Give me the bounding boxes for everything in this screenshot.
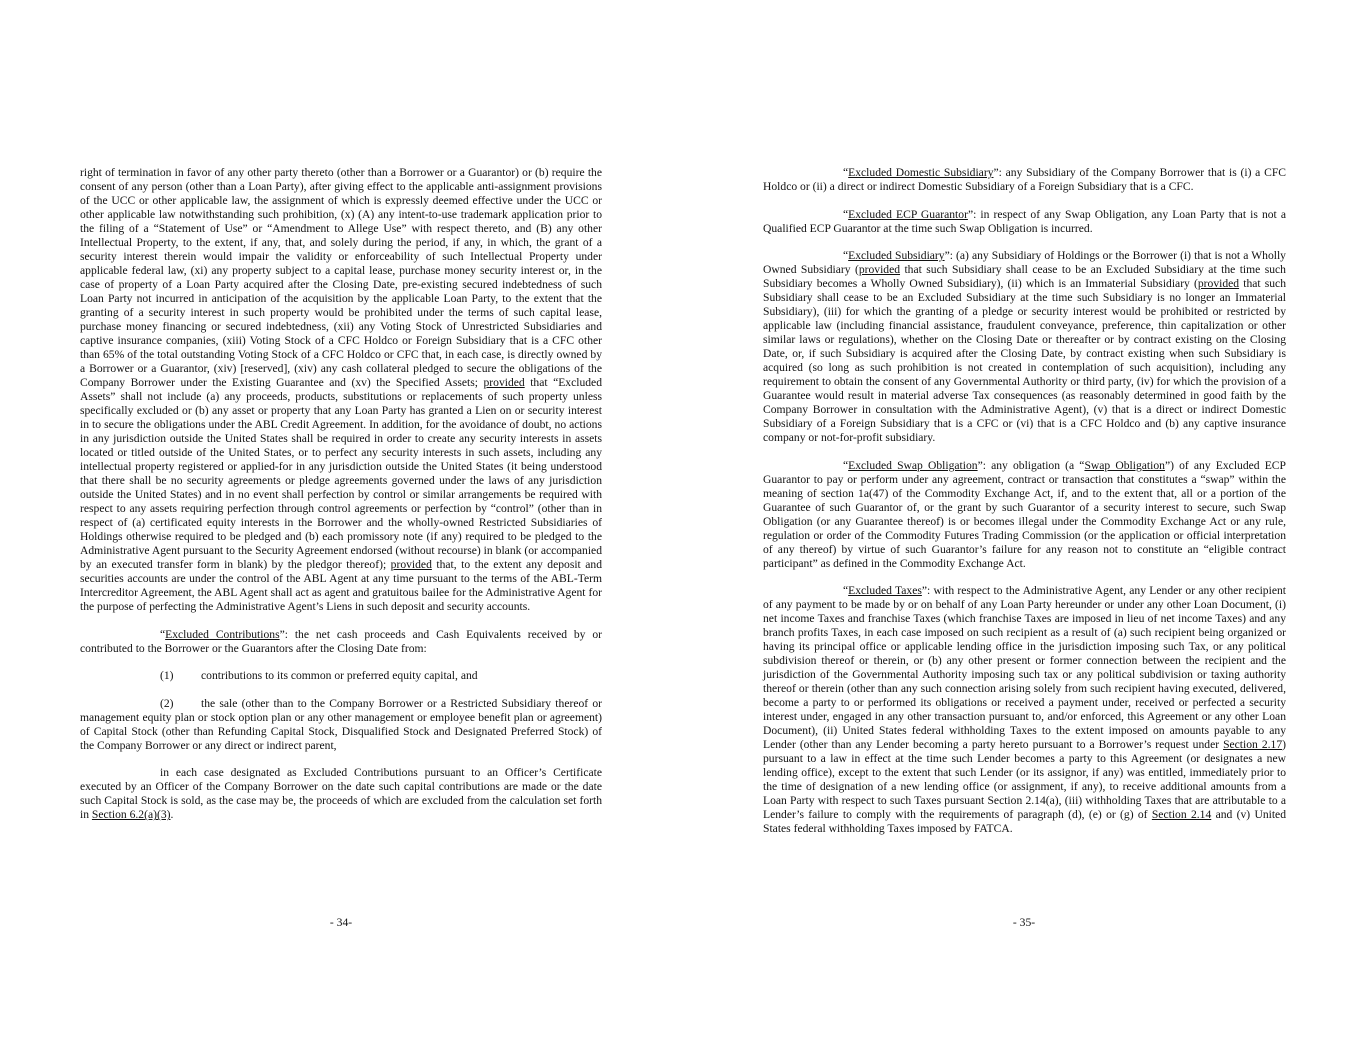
excluded-assets-continuation: right of termination in favor of any other party thereto (other than a Borrower or a Guarantor) or (b) require the consent of any person (other than a Loan Party), after giving effect to the applicable anti-assignment provisions of the UCC or other applicable law, the assignment of which is expressly deemed effective under the UCC or other applicable law notwithstanding such prohibition, (x) (A) any intent-to-use trademark application prior to the filing of a “Statement of Use” or “Amendment to Allege Use” with respect thereto, and (B) any other Intellectual Property, to the extent, if any, that, and solely during the period, if any, in which, the grant of a security interest therein would impair the validity or enforceability of such Intellectual Property under applicable federal law, (xi) any property subject to a capital lease, purchase money security interest or, in the case of property of a Loan Party acquired after the Closing Date, pre-existing secured indebtedness of such Loan Party not incurred in anticipation of the acquisition by the applicable Loan Party, to the extent that the granting of a security interest in such property would be prohibited under the terms of such capital lease, purchase money financing or secured indebtedness, (xii) any Voting Stock of Unrestricted Subsidiaries and captive insurance companies, (xiii) Voting Stock of a CFC Holdco or Foreign Subsidiary that is a CFC other than 65% of the total outstanding Voting Stock of a CFC Holdco or CFC that, in each case, is directly owned by a Borrower or a Guarantor, (xiv) [reserved], (xiv) any cash collateral pledged to secure the obligations of the Company Borrower under the Existing Guarantee and (xv) the Specified Assets; provided that “Excluded Assets” shall not include (a) any proceeds, products, substitutions or replacements of such property unless specifically excluded or (b) any asset or property that any Loan Party has granted a Lien on or security interest in to secure the obligations under the ABL Credit Agreement. In addition, for the avoidance of doubt, no actions in any jurisdiction outside the United States shall be required in order to create any security interests in assets located or titled outside of the United States, or to perfect any security interests in such assets, including any intellectual property registered or applied-for in any jurisdiction outside the United States (it being understood that there shall be no security agreements or pledge agreements governed under the laws of any jurisdiction outside the United States) and in no event shall perfection by control or similar arrangements be required with respect to any assets requiring perfection through control agreements or perfection by “control” (other than in respect of (a) certificated equity interests in the Borrower and the wholly-owned Restricted Subsidiaries of Holdings otherwise required to be pledged and (b) each promissory note (if any) required to be pledged to the Administrative Agent pursuant to the Security Agreement endorsed (without recourse) in blank (or accompanied by an executed transfer form in blank) by the pledgor thereof); provided that, to the extent any deposit and securities accounts are under the control of the ABL Agent at any time pursuant to the terms of the ABL-Term Intercreditor Agreement, the ABL Agent shall act as agent and gratuitous bailee for the Administrative Agent for the purpose of perfecting the Administrative Agent’s Liens in such deposit and security accounts. [80,166,602,613]
definition-excluded-taxes: “Excluded Taxes”: with respect to the Administrative Agent, any Lender or any other recipient of any payment to be made by or on behalf of any Loan Party hereunder or under any other Loan Document, (i) net income Taxes and franchise Taxes (which franchise Taxes are imposed in lieu of net income Taxes) and any branch profits Taxes, in each case imposed on such recipient as a result of (a) such recipient being organized or having its principal office or applicable lending office in the jurisdiction imposing such Tax, or any political subdivision thereof or therein, or (b) any other present or former connection between the recipient and the jurisdiction of the Governmental Authority imposing such tax or any political subdivision or taxing authority thereof or therein (other than any such connection arising solely from such recipient having executed, delivered, become a party to or performed its obligations or received a payment under, received or perfected a security interest under, engaged in any other transaction pursuant to, and/or enforced, this Agreement or any other Loan Document), (ii) United States federal withholding Taxes to the extent imposed on amounts payable to any Lender (other than any Lender becoming a party hereto pursuant to a Borrower’s request under Section 2.17) pursuant to a law in effect at the time such Lender becomes a party to this Agreement (or designates a new lending office), except to the extent that such Lender (or its assignor, if any) was entitled, immediately prior to the time of designation of a new lending office (or assignment, if any), to receive additional amounts from a Loan Party with respect to such Taxes pursuant Section 2.14(a), (iii) withholding Taxes that are attributable to a Lender’s failure to comply with the requirements of paragraph (d), (e) or (g) of Section 2.14 and (v) United States federal withholding Taxes imposed by FATCA. [763,584,1287,836]
definition-excluded-subsidiary: “Excluded Subsidiary”: (a) any Subsidiary of Holdings or the Borrower (i) that is not a Wholly Owned Subsidiary (provided that such Subsidiary shall cease to be an Excluded Subsidiary at the time such Subsidiary becomes a Wholly Owned Subsidiary), (ii) which is an Immaterial Subsidiary (provided that such Subsidiary shall cease to be an Excluded Subsidiary at the time such Subsidiary is no longer an Immaterial Subsidiary), (iii) for which the granting of a pledge or security interest would be prohibited or restricted by applicable law (including financial assistance, fraudulent conveyance, preference, thin capitalization or other similar laws or regulations), whether on the Closing Date or thereafter or by contract existing on the Closing Date, or, if such Subsidiary is acquired after the Closing Date, by contract existing when such Subsidiary is acquired (so long as such prohibition is not created in contemplation of such acquisition), including any requirement to obtain the consent of any Governmental Authority or third party, (iv) for which the provision of a Guarantee would result in material adverse Tax consequences (as reasonably determined in good faith by the Company Borrower in consultation with the Administrative Agent), (v) that is a direct or indirect Domestic Subsidiary of a Foreign Subsidiary that is a CFC or (vi) that is a CFC Holdco and (b) any captive insurance company or not-for-profit subsidiary. [763,249,1286,445]
page-35 [683,0,1365,1055]
list-item-number: (1) [160,669,174,683]
provided-term: provided [858,263,901,277]
section-reference: Section 2.14 [1151,808,1212,822]
page-number: - 35- [1012,916,1036,929]
defined-term: Excluded Domestic Subsidiary [848,166,994,179]
page-35-body [763,166,1286,850]
defined-term: Excluded Subsidiary [848,249,945,263]
defined-term: Excluded Taxes [848,584,922,598]
section-reference: Section 6.2(a)(3) [91,808,171,822]
definition-excluded-contributions: “Excluded Contributions”: the net cash proceeds and Cash Equivalents received by or contributed to the Borrower or the Guarantors after the Closing Date from: [80,627,603,655]
page-34 [0,0,682,1055]
defined-term: Swap Obligation [1084,458,1165,472]
section-reference: Section 2.17 [1223,738,1283,752]
page-34-body [80,166,602,836]
defined-term: Excluded ECP Guarantor [848,207,968,221]
list-item: (1) contributions to its common or preferred equity capital, and [160,669,478,683]
definition-excluded-domestic-subsidiary: “Excluded Domestic Subsidiary”: any Subsidiary of the Company Borrower that is (i) a CFC Holdco or (ii) a direct or indirect Domestic Subsidiary of a Foreign Subsidiary that is a CFC. [763,166,1287,193]
page-number: - 34- [329,916,353,929]
excluded-contributions-closing: in each case designated as Excluded Contributions pursuant to an Officer’s Certificate executed by an Officer of the Company Borrower on the date such capital contributions are made or the date such Capital Stock is sold, as the case may be, the proceeds of which are excluded from the calculation set forth in Section 6.2(a)(3). [80,766,602,822]
provided-term: provided [390,558,432,571]
provided-term: provided [483,376,525,389]
definition-excluded-ecp-guarantor: “Excluded ECP Guarantor”: in respect of any Swap Obligation, any Loan Party that is not a Qualified ECP Guarantor at the time such Swap Obligation is incurred. [763,207,1286,235]
definition-excluded-swap-obligation: “Excluded Swap Obligation”: any obligation (a “Swap Obligation”) of any Excluded ECP Guarantor to pay or perform under any agreement, contract or transaction that constitutes a “swap” within the meaning of section 1a(47) of the Commodity Exchange Act, if, and to the extent that, all or a portion of the Guarantee of such Guarantor of, or the grant by such Guarantor of a security interest to secure, such Swap Obligation (or any Guarantee thereof) is or becomes illegal under the Commodity Exchange Act or any rule, regulation or order of the Commodity Futures Trading Commission (or the application or official interpretation of any thereof) by virtue of such Guarantor’s failure for any reason not to constitute an “eligible contract participant” as defined in the Commodity Exchange Act. [763,458,1286,570]
list-item: (2) the sale (other than to the Company Borrower or a Restricted Subsidiary thereof or management equity plan or stock option plan or any other management or employee benefit plan or agreement) of Capital Stock (other than Refunding Capital Stock, Disqualified Stock and Designated Preferred Stock) of the Company Borrower or any direct or indirect parent, [80,696,602,752]
defined-term: Excluded Swap Obligation [848,458,978,472]
provided-term: provided [1197,277,1240,291]
defined-term: Excluded Contributions [165,627,280,641]
list-item-number: (2) [160,696,174,710]
